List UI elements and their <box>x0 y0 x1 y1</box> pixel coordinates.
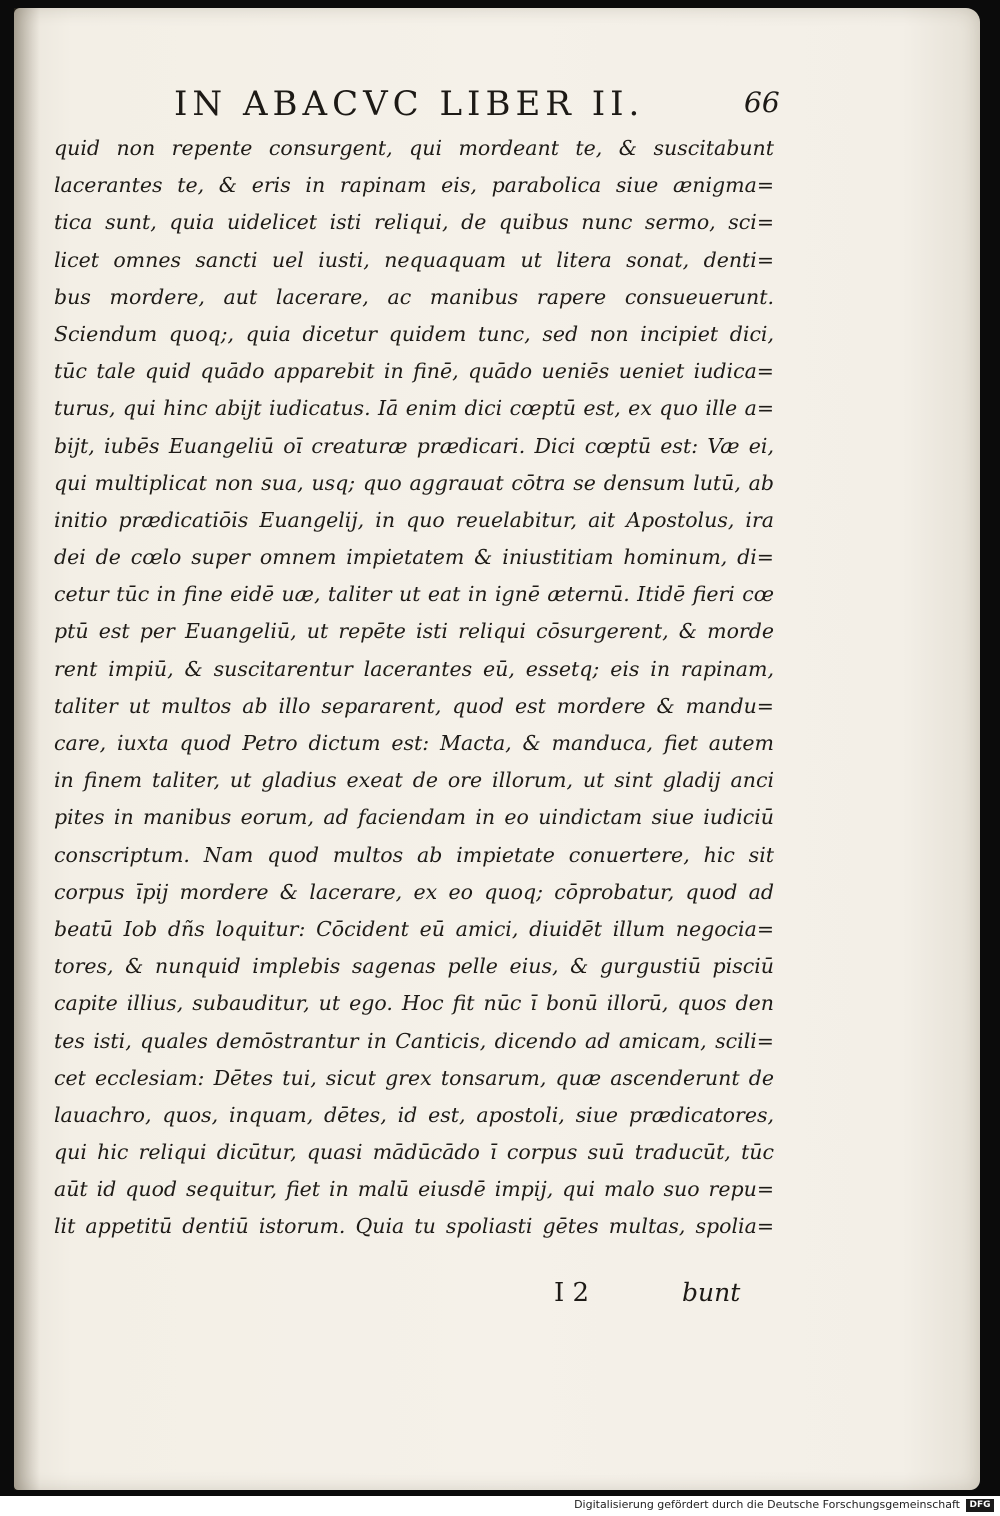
text-line: licet omnes sancti uel iusti, nequaquam ut litera sonat, denti= <box>54 247 774 272</box>
text-line: Sciendum quoq;, quia dicetur quidem tunc, sed non incipiet dici, <box>54 321 774 346</box>
text-line: taliter ut multos ab illo separarent, quod est mordere & mandu= <box>54 693 774 718</box>
text-line: pites in manibus eorum, ad faciendam in eo uindictam siue iudiciū <box>54 805 774 830</box>
page-number: 66 <box>744 86 780 119</box>
page-gutter-shadow <box>14 8 40 1490</box>
text-line: capite illius, subauditur, ut ego. Hoc fit nūc ī bonū illorū, quos den <box>54 991 774 1016</box>
text-line: rent impiū, & suscitarentur lacerantes eū, essetq; eis in rapinam, <box>54 656 774 681</box>
text-line: cetur tūc in fine eidē uæ, taliter ut eat in ignē æternū. Itidē fieri cœ <box>54 582 774 607</box>
text-line: in finem taliter, ut gladius exeat de ore illorum, ut sint gladij anci <box>54 768 774 793</box>
text-line: lacerantes te, & eris in rapinam eis, parabolica siue ænigma= <box>54 173 774 198</box>
text-line: turus, qui hinc abijt iudicatus. Iā enim dici cœptū est, ex quo ille a= <box>54 396 774 421</box>
text-line: care, iuxta quod Petro dictum est: Macta, & manduca, fiet autem <box>54 731 774 755</box>
text-line: quid non repente consurgent, qui mordeant te, & suscitabunt <box>54 136 774 160</box>
text-line: qui hic reliqui dicūtur, quasi mādūcādo ī corpus suū traducūt, tūc <box>54 1140 774 1165</box>
text-line: dei de cœlo super omnem impietatem & iniustitiam hominum, di= <box>54 545 774 570</box>
text-line: tores, & nunquid implebis sagenas pelle eius, & gurgustiū pisciū <box>54 954 774 979</box>
text-line: beatū Iob dñs loquitur: Cōcident eū amici, diuidēt illum negocia= <box>54 916 774 941</box>
body-text <box>54 130 774 1246</box>
running-head: IN ABACVC LIBER II. <box>174 84 645 124</box>
text-line: tūc tale quid quādo apparebit in finē, quādo ueniēs ueniet iudica= <box>54 359 774 384</box>
text-line: tica sunt, quia uidelicet isti reliqui, de quibus nunc sermo, sci= <box>54 210 774 235</box>
text-line: bijt, iubēs Euangeliū oī creaturæ prædicari. Dici cœptū est: Væ ei, <box>54 433 774 458</box>
text-line: aūt id quod sequitur, fiet in malū eiusdē impij, qui malo suo repu= <box>54 1177 774 1202</box>
catchword: bunt <box>682 1278 741 1307</box>
book-page <box>14 8 980 1490</box>
text-line: conscriptum. Nam quod multos ab impietate conuertere, hic sit <box>54 842 774 867</box>
signature-mark: I 2 <box>554 1278 590 1308</box>
text-line: qui multiplicat non sua, usq; quo aggrauat cōtra se densum lutū, ab <box>54 470 774 495</box>
text-line: bus mordere, aut lacerare, ac manibus rapere consueuerunt. <box>54 284 774 309</box>
text-line: initio prædicatiōis Euangelij, in quo reuelabitur, ait Apostolus, ira <box>54 507 774 532</box>
footer-bar <box>0 1496 1000 1516</box>
funding-note: Digitalisierung gefördert durch die Deutsche Forschungsgemeinschaft <box>574 1498 960 1511</box>
text-line: tes isti, quales demōstrantur in Canticis, dicendo ad amicam, scili= <box>54 1028 774 1053</box>
text-line: lauachro, quos, inquam, dētes, id est, apostoli, siue prædicatores, <box>54 1102 774 1127</box>
text-line: cet ecclesiam: Dētes tui, sicut grex tonsarum, quæ ascenderunt de <box>54 1065 774 1090</box>
dfg-logo-icon: DFG <box>966 1499 994 1512</box>
text-line: ptū est per Euangeliū, ut repēte isti reliqui cōsurgerent, & morde <box>54 619 774 644</box>
text-line: corpus īpij mordere & lacerare, ex eo quoq; cōprobatur, quod ad <box>54 879 774 904</box>
text-line: lit appetitū dentiū istorum. Quia tu spoliasti gētes multas, spolia= <box>54 1214 774 1239</box>
